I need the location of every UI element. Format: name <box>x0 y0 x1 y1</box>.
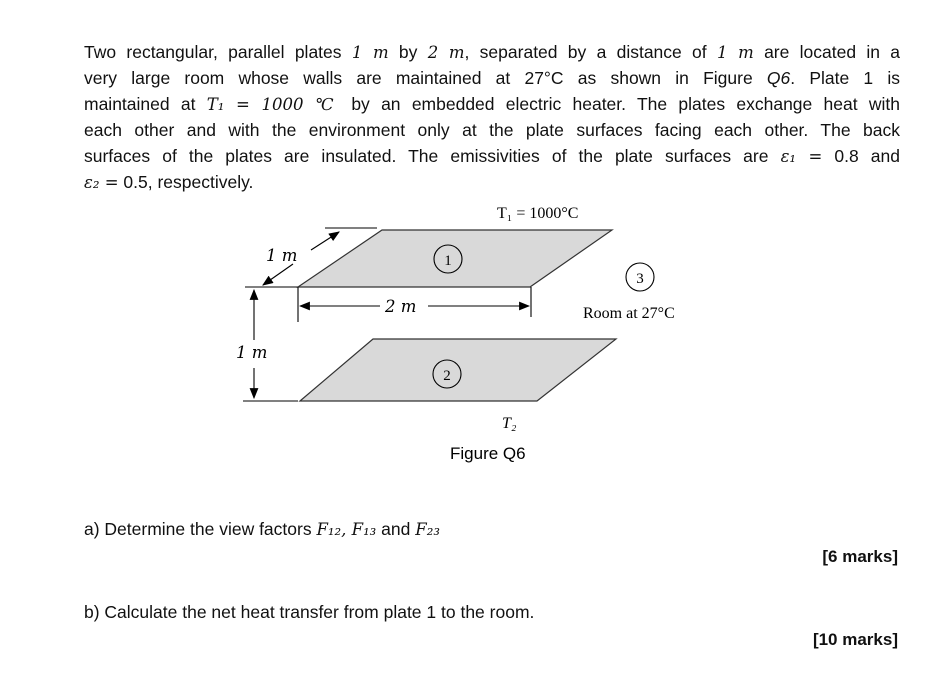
text-segment: by an embedded electric heater. The plates exchange heat with <box>340 94 900 114</box>
text-segment: ε₁ = <box>780 147 823 166</box>
marks-a: [6 marks] <box>822 547 898 566</box>
text-segment: by <box>388 42 428 62</box>
room-number: 3 <box>636 271 644 287</box>
text-segment: Two rectangular, parallel plates <box>84 42 352 62</box>
text-segment: T₁ = 1000 ℃ <box>206 95 341 114</box>
figure-caption: Figure Q6 <box>450 444 526 463</box>
room-label: Room at 27°C <box>583 305 675 322</box>
t2-label: T₂ <box>502 415 517 432</box>
text-segment: , separated by a distance of <box>464 42 717 62</box>
text-segment: surfaces of the plates are insulated. The emissivities of the plate surfaces are <box>84 146 781 166</box>
text-segment: 0.5, respectively. <box>118 172 254 192</box>
text-segment: 2 m <box>427 43 465 62</box>
text-segment: 1 m <box>716 43 754 62</box>
text-segment: 0.8 and <box>822 146 901 166</box>
dim-gap: 1 m <box>236 343 268 362</box>
plate-1 <box>298 230 612 287</box>
dim-width: 1 m <box>266 246 298 265</box>
marks-b: [10 marks] <box>812 630 898 649</box>
text-segment: 1 m <box>351 43 389 62</box>
text-segment: very large room whose walls are maintained at 27°C as shown in Figure <box>84 68 767 88</box>
plate-2 <box>300 339 616 401</box>
text-segment: ε₂ = <box>84 173 119 192</box>
question-a: a) Determine the view factors F₁₂, F₁₃ and F₂₃ <box>84 519 440 539</box>
plate-2-number: 2 <box>443 368 451 384</box>
text-segment: each other and with the environment only at the plate surfaces facing each other. The back <box>84 120 900 140</box>
question-b: b) Calculate the net heat transfer from plate 1 to the room. <box>84 602 535 622</box>
dim-length: 2 m <box>385 297 417 316</box>
text-segment: . Plate 1 is <box>790 68 900 88</box>
plate-1-number: 1 <box>444 253 452 269</box>
text-segment: are located in a <box>753 42 901 62</box>
text-segment: Q6 <box>766 68 791 88</box>
t1-label: T₁ = 1000°C <box>497 205 579 222</box>
text-segment: maintained at <box>84 94 207 114</box>
